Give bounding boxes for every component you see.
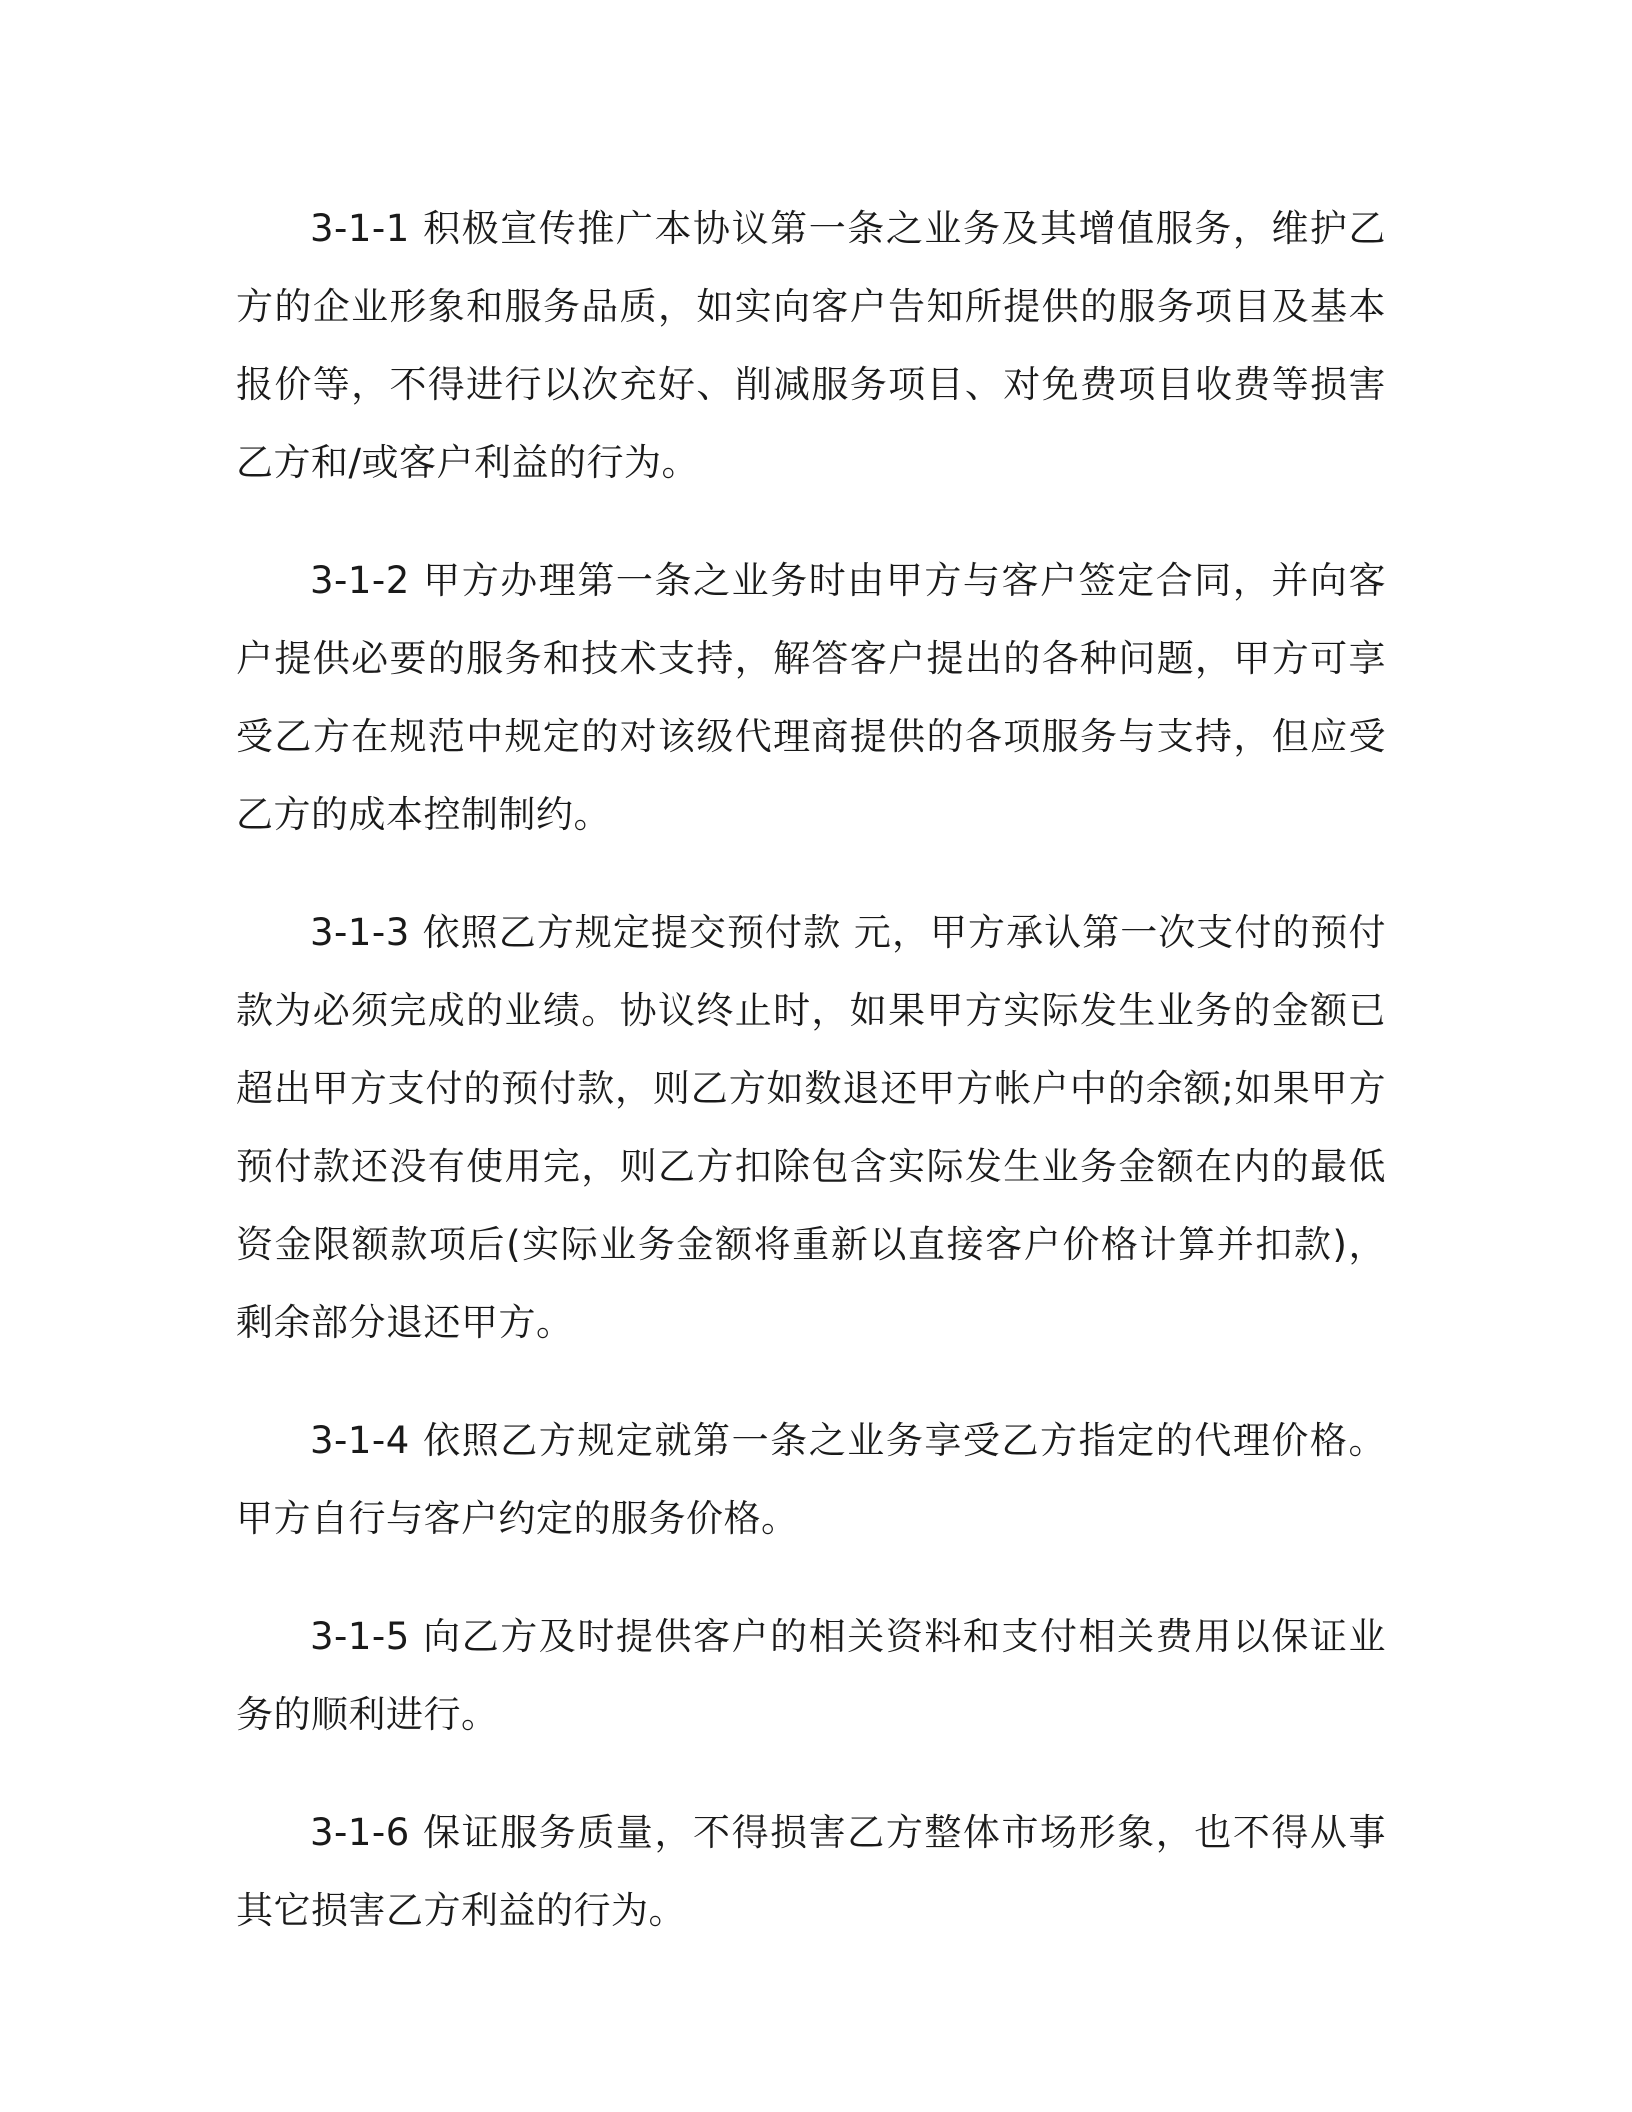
clause-3-1-5: 3-1-5 向乙方及时提供客户的相关资料和支付相关费用以保证业务的顺利进行。	[236, 1615, 1386, 1736]
clause-3-1-2: 3-1-2 甲方办理第一条之业务时由甲方与客户签定合同，并向客户提供必要的服务和技术支持，解答客户提出的各种问题，甲方可享受乙方在规范中规定的对该级代理商提供的各项服务与支持，但应受乙方的成本控制制约。	[236, 559, 1386, 836]
clause-3-1-4: 3-1-4 依照乙方规定就第一条之业务享受乙方指定的代理价格。甲方自行与客户约定的服务价格。	[236, 1419, 1386, 1540]
document-body	[236, 190, 1386, 1990]
clause-3-1-3: 3-1-3 依照乙方规定提交预付款 元，甲方承认第一次支付的预付款为必须完成的业绩。协议终止时，如果甲方实际发生业务的金额已超出甲方支付的预付款，则乙方如数退还甲方帐户中的余额;如果甲方预付款还没有使用完，则乙方扣除包含实际发生业务金额在内的最低资金限额款项后(实际业务金额将重新以直接客户价格计算并扣款)，剩余部分退还甲方。	[236, 911, 1386, 1344]
clause-3-1-6: 3-1-6 保证服务质量，不得损害乙方整体市场形象，也不得从事其它损害乙方利益的行为。	[236, 1811, 1386, 1932]
clause-3-1-1: 3-1-1 积极宣传推广本协议第一条之业务及其增值服务，维护乙方的企业形象和服务品质，如实向客户告知所提供的服务项目及基本报价等，不得进行以次充好、削减服务项目、对免费项目收费等损害乙方和/或客户利益的行为。	[236, 207, 1386, 484]
